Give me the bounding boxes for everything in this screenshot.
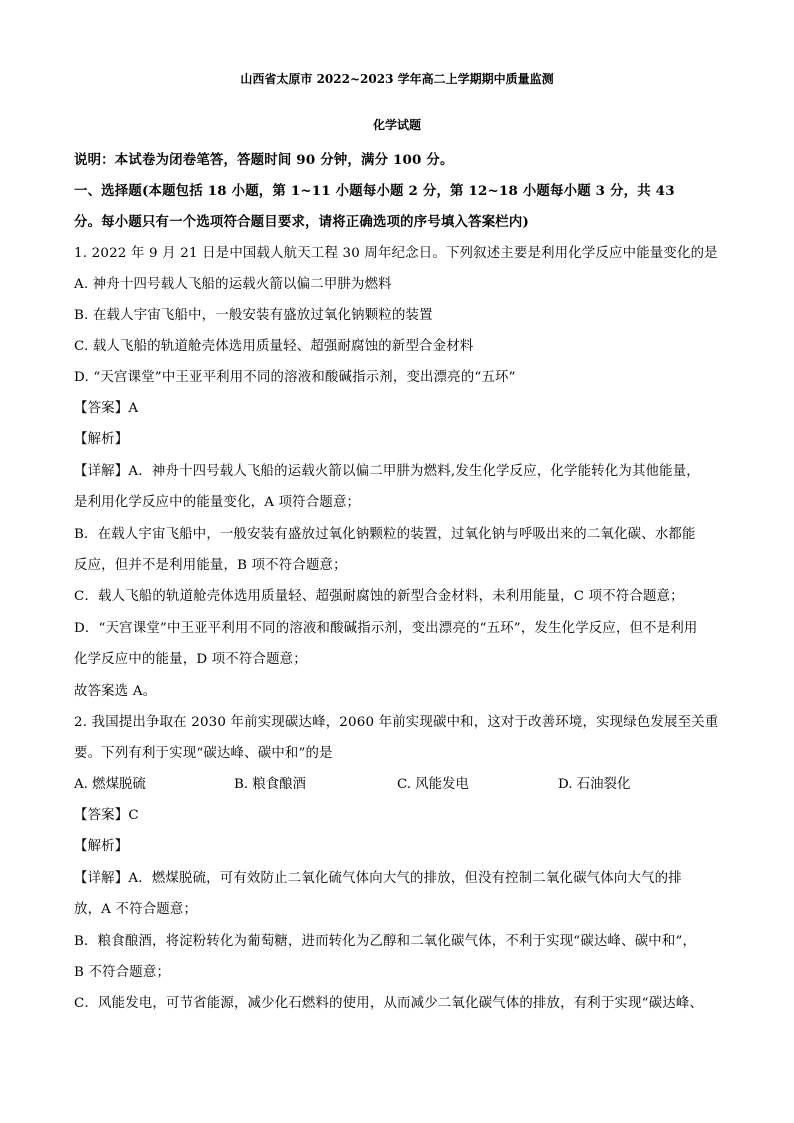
question-1-detail-line: C．载人飞船的轨道舱壳体选用质量轻、超强耐腐蚀的新型合金材料，未利用能量，C 项不符合题意； bbox=[74, 589, 684, 604]
question-1-conclusion: 故答案选 A。 bbox=[74, 684, 157, 699]
question-1-detail-line: 化学反应中的能量，D 项不符合题意； bbox=[74, 652, 307, 667]
question-2-stem-line-1: 2. 我国提出争取在 2030 年前实现碳达峰，2060 年前实现碳中和，这对于改善环境，实现绿色发展至关重 bbox=[74, 715, 719, 730]
question-2-answer bbox=[74, 806, 139, 826]
answer-label: 【答案】 bbox=[74, 401, 129, 416]
question-1-option-b: B. 在载人宇宙飞船中，一般安装有盛放过氧化钠颗粒的装置 bbox=[74, 308, 433, 323]
section-heading-line-2: 分。每小题只有一个选项符合题目要求，请将正确选项的序号填入答案栏内) bbox=[74, 214, 530, 230]
question-1-detail-line: 反应，但并不是利用能量，B 项不符合题意； bbox=[74, 558, 347, 573]
question-1-answer bbox=[74, 399, 138, 419]
answer-value: C bbox=[128, 808, 139, 823]
question-2-stem-line-2: 要。下列有利于实现“碳达峰、碳中和”的是 bbox=[74, 746, 333, 761]
question-2-detail-line: 放，A 不符合题意； bbox=[74, 902, 198, 917]
document-subtitle: 化学试题 bbox=[372, 118, 421, 132]
exam-note: 说明：本试卷为闭卷笔答，答题时间 90 分钟，满分 100 分。 bbox=[74, 152, 454, 168]
answer-value: A bbox=[128, 401, 139, 416]
question-1-option-a: A. 神舟十四号载人飞船的运载火箭以偏二甲肼为燃料 bbox=[74, 277, 392, 292]
question-1-stem: 1. 2022 年 9 月 21 日是中国载人航天工程 30 周年纪念日。下列叙述主要是利用化学反应中能量变化的是 bbox=[74, 246, 718, 261]
question-2-option-c: C. 风能发电 bbox=[397, 777, 469, 792]
question-1-analysis-label: 【解析】 bbox=[74, 432, 129, 447]
question-2-option-d: D. 石油裂化 bbox=[558, 777, 631, 792]
question-1-detail-line: B．在载人宇宙飞船中，一般安装有盛放过氧化钠颗粒的装置，过氧化钠与呼吸出来的二氧化碳、水都能 bbox=[74, 527, 696, 542]
question-1-detail-line: 【详解】A．神舟十四号载人飞船的运载火箭以偏二甲肼为燃料,发生化学反应，化学能转化为其他能量， bbox=[74, 464, 700, 479]
question-1-detail-line: 是利用化学反应中的能量变化，A 项符合题意； bbox=[74, 495, 361, 510]
question-2-detail-line: C．风能发电，可节省能源，减少化石燃料的使用，从而减少二氧化碳气体的排放，有利于实现“碳达峰、 bbox=[74, 996, 704, 1011]
document-title: 山西省太原市 2022~2023 学年高二上学期期中质量监测 bbox=[240, 72, 554, 86]
question-2-analysis-label: 【解析】 bbox=[74, 839, 129, 854]
question-2-option-b: B. 粮食酿酒 bbox=[234, 777, 306, 792]
answer-label: 【答案】 bbox=[74, 808, 129, 823]
question-1-option-c: C. 载人飞船的轨道舱壳体选用质量轻、超强耐腐蚀的新型合金材料 bbox=[74, 339, 474, 354]
question-1-detail-line: D．“天宫课堂”中王亚平利用不同的溶液和酸碱指示剂，变出漂亮的“五环”，发生化学反应，但不是利用 bbox=[74, 621, 698, 636]
question-1-option-d: D. “天宫课堂”中王亚平利用不同的溶液和酸碱指示剂，变出漂亮的“五环” bbox=[74, 370, 516, 385]
question-2-option-a: A. 燃煤脱硫 bbox=[74, 777, 146, 792]
question-2-detail-line: B 不符合题意； bbox=[74, 965, 171, 980]
question-2-detail-line: 【详解】A．燃煤脱硫，可有效防止二氧化硫气体向大气的排放，但没有控制二氧化碳气体向大气的排 bbox=[74, 871, 682, 886]
question-2-detail-line: B．粮食酿酒，将淀粉转化为葡萄糖，进而转化为乙醇和二氧化碳气体，不利于实现“碳达峰、碳中和”， bbox=[74, 934, 697, 949]
section-heading-line-1: 一、选择题(本题包括 18 小题，第 1~11 小题每小题 2 分，第 12~18 小题每小题 3 分，共 43 bbox=[74, 183, 675, 199]
